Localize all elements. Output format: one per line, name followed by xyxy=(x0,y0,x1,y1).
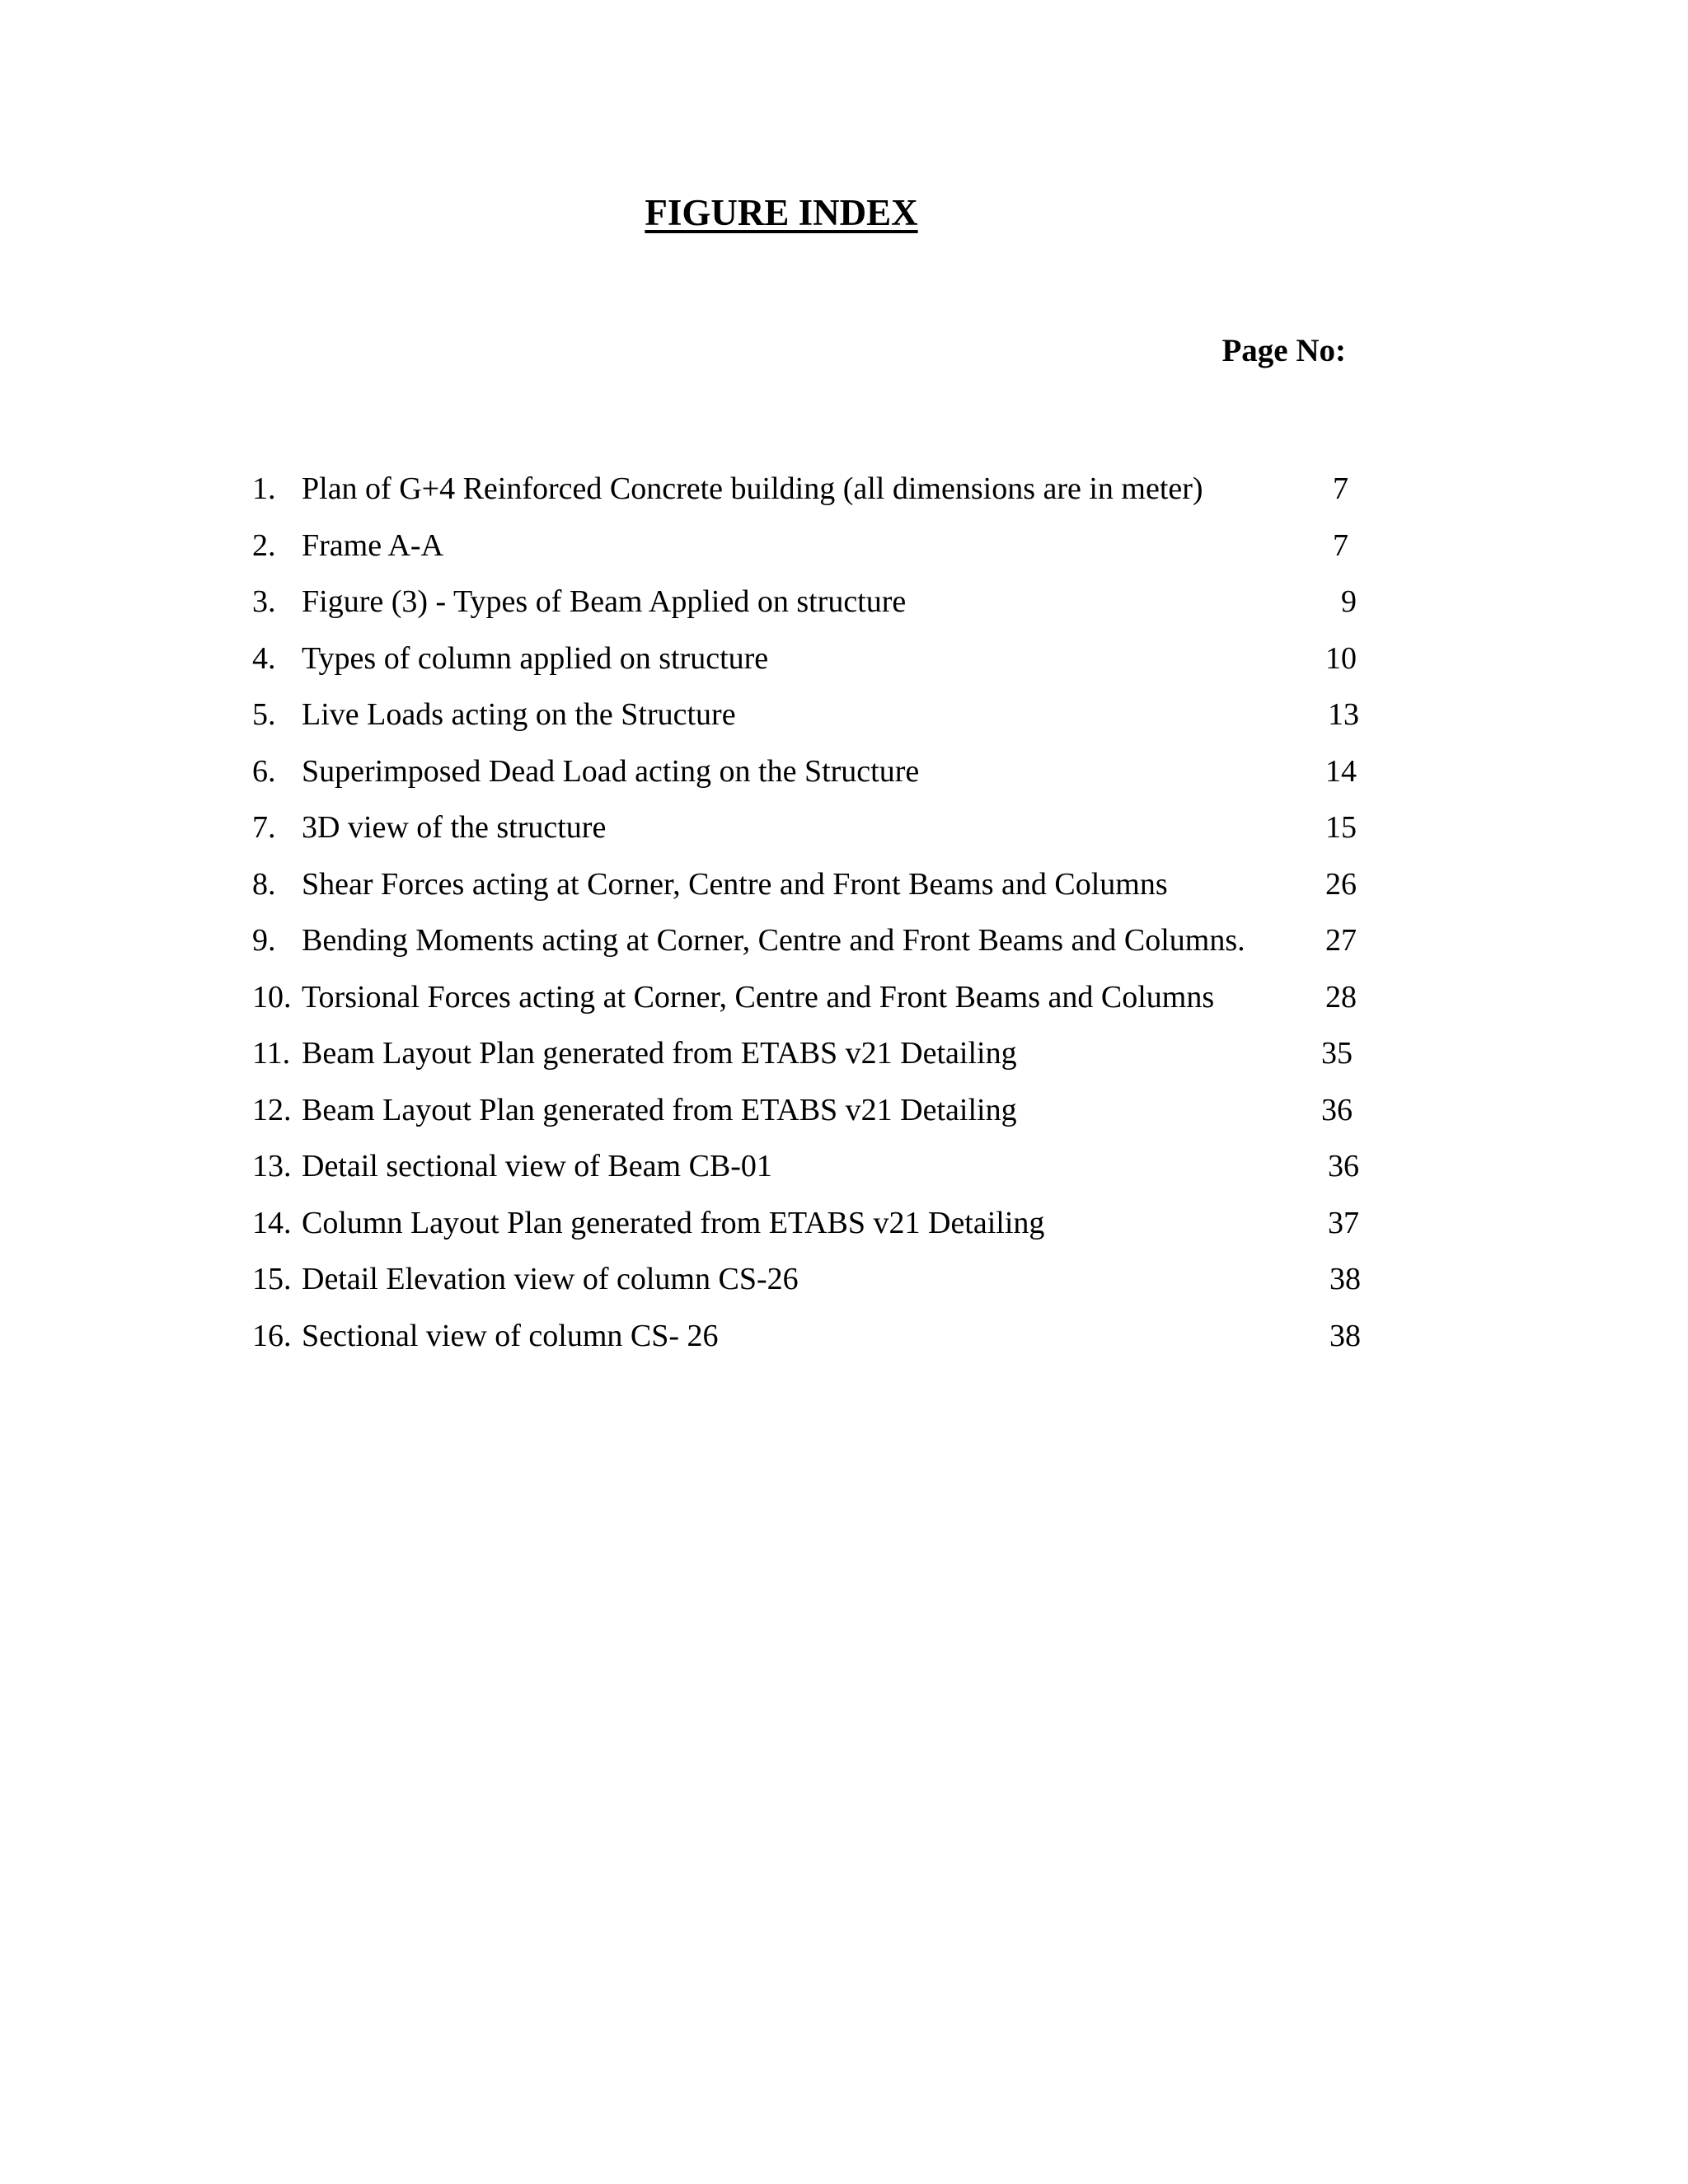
figure-title: Shear Forces acting at Corner, Centre and Front Beams and Columns xyxy=(302,866,1168,902)
figure-entry xyxy=(252,640,1357,696)
figure-title: Detail sectional view of Beam CB-01 xyxy=(302,1149,772,1183)
figure-number: 9. xyxy=(252,923,276,958)
figure-page-number: 9 xyxy=(1341,584,1357,619)
figure-title: 3D view of the structure xyxy=(302,810,607,845)
figure-number: 2. xyxy=(252,527,276,563)
figure-entry xyxy=(252,527,1357,583)
figure-index-list xyxy=(252,470,1361,1373)
figure-number: 7. xyxy=(252,810,276,845)
figure-number: 3. xyxy=(252,584,276,619)
figure-entry xyxy=(252,1204,1357,1261)
figure-page-number: 38 xyxy=(1329,1318,1361,1353)
figure-entry xyxy=(252,583,1357,640)
figure-page-number: 36 xyxy=(1321,1092,1353,1127)
figure-page-number: 37 xyxy=(1328,1205,1359,1240)
figure-title: Column Layout Plan generated from ETABS v21 Detailing xyxy=(302,1205,1045,1240)
figure-title: Sectional view of column CS- 26 xyxy=(302,1318,719,1353)
figure-page-number: 27 xyxy=(1325,923,1357,958)
figure-number: 11. xyxy=(252,1036,291,1071)
figure-title: Detail Elevation view of column CS-26 xyxy=(302,1262,799,1296)
figure-entry xyxy=(252,865,1357,922)
figure-title: Figure (3) - Types of Beam Applied on structure xyxy=(302,584,907,619)
figure-entry xyxy=(252,1034,1357,1091)
figure-page-number: 15 xyxy=(1325,810,1357,845)
figure-number: 10. xyxy=(252,979,292,1015)
figure-title: Frame A-A xyxy=(302,527,444,563)
figure-title: Beam Layout Plan generated from ETABS v21 Detailing xyxy=(302,1036,1017,1071)
figure-entry xyxy=(252,978,1357,1035)
figure-number: 13. xyxy=(252,1149,292,1183)
figure-entry xyxy=(252,1260,1361,1317)
figure-title: Torsional Forces acting at Corner, Centre and Front Beams and Columns xyxy=(302,979,1215,1015)
figure-number: 1. xyxy=(252,471,276,506)
page-title: FIGURE INDEX xyxy=(645,192,918,233)
figure-number: 4. xyxy=(252,640,276,676)
figure-page-number: 10 xyxy=(1325,640,1357,676)
figure-number: 16. xyxy=(252,1318,292,1353)
page-number-column-header: Page No: xyxy=(1221,333,1346,368)
figure-title: Superimposed Dead Load acting on the Structure xyxy=(302,753,920,789)
figure-page-number: 28 xyxy=(1325,979,1357,1015)
figure-entry xyxy=(252,696,1357,752)
figure-title: Beam Layout Plan generated from ETABS v21 Detailing xyxy=(302,1092,1017,1127)
figure-page-number: 26 xyxy=(1325,866,1357,902)
figure-entry xyxy=(252,921,1357,978)
figure-page-number: 7 xyxy=(1333,471,1348,506)
figure-number: 15. xyxy=(252,1262,292,1296)
figure-entry xyxy=(252,752,1357,809)
figure-page-number: 14 xyxy=(1325,753,1357,789)
figure-entry xyxy=(252,1091,1357,1148)
figure-entry xyxy=(252,470,1357,527)
figure-number: 12. xyxy=(252,1092,292,1127)
figure-page-number: 36 xyxy=(1328,1149,1359,1183)
figure-title: Live Loads acting on the Structure xyxy=(302,697,736,732)
figure-page-number: 7 xyxy=(1333,527,1348,563)
figure-title: Plan of G+4 Reinforced Concrete building (all dimensions are in meter) xyxy=(302,471,1203,506)
figure-entry xyxy=(252,1317,1361,1374)
figure-number: 6. xyxy=(252,753,276,789)
figure-page-number: 13 xyxy=(1328,697,1359,732)
figure-page-number: 38 xyxy=(1329,1262,1361,1296)
figure-page-number: 35 xyxy=(1321,1036,1353,1071)
figure-number: 8. xyxy=(252,866,276,902)
figure-number: 5. xyxy=(252,697,276,732)
figure-entry xyxy=(252,808,1357,865)
figure-title: Types of column applied on structure xyxy=(302,640,769,676)
figure-entry xyxy=(252,1147,1357,1204)
figure-title: Bending Moments acting at Corner, Centre and Front Beams and Columns. xyxy=(302,923,1245,958)
figure-number: 14. xyxy=(252,1205,292,1240)
